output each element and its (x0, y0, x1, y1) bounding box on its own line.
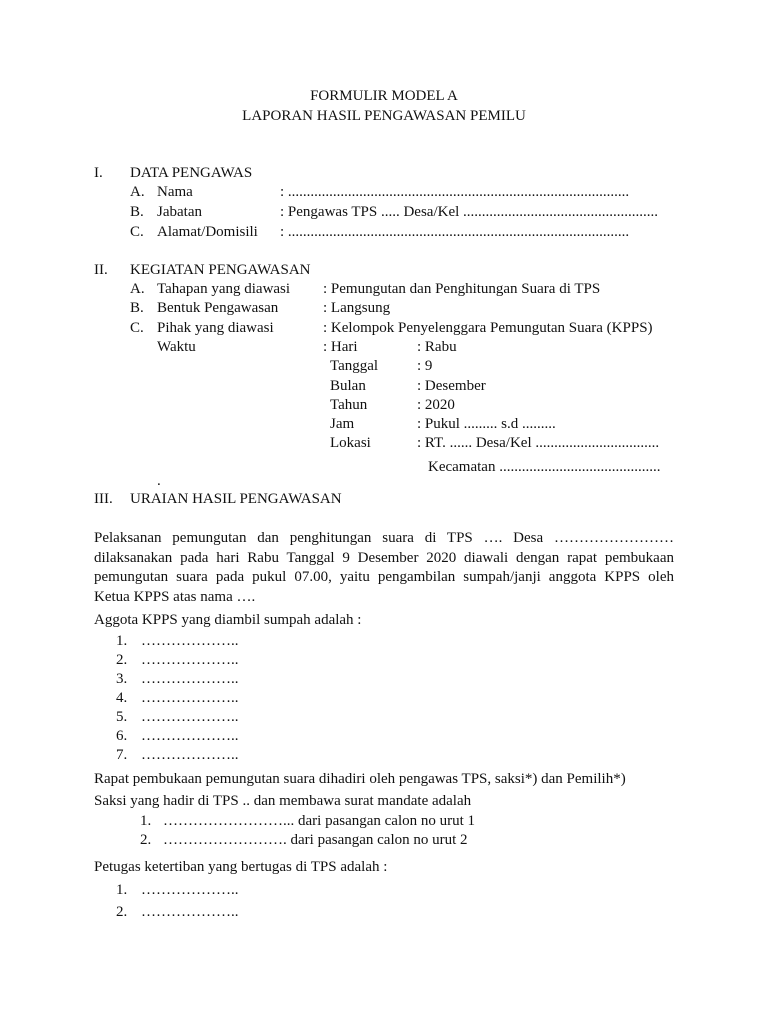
field-label-nama: Nama (157, 184, 193, 200)
waktu-value-bulan: : Desember (417, 378, 486, 394)
petugas-intro: Petugas ketertiban yang bertugas di TPS adalah : (94, 859, 388, 875)
form-subtitle: LAPORAN HASIL PENGAWASAN PEMILU (242, 108, 526, 124)
waktu-value-jam: : Pukul ......... s.d ......... (417, 416, 556, 432)
field-label-pihak: Pihak yang diawasi (157, 320, 274, 336)
field-label-alamat: Alamat/Domisili (157, 224, 258, 240)
field-label-tahapan: Tahapan yang diawasi (157, 281, 291, 297)
list-item: ……………………. dari pasangan calon no urut 2 (163, 832, 468, 848)
list-item: ……………….. (141, 728, 239, 744)
section-1-letter: B. (130, 204, 144, 220)
paragraph-line: Ketua KPPS atas nama …. (94, 588, 256, 605)
list-number: 1. (116, 633, 128, 649)
field-value-nama: : ........................................................................................... (280, 184, 630, 200)
list-number: 5. (116, 709, 128, 725)
field-value-tahapan: : Pemungutan dan Penghitungan Suara di TPS (323, 281, 601, 297)
field-value-alamat: : ........................................................................................... (280, 224, 630, 240)
list-item: ……………….. (141, 904, 239, 920)
section-1-letter: C. (130, 224, 144, 240)
waktu-value-kecamatan: Kecamatan ........................................... (428, 459, 661, 475)
waktu-value-tahun: : 2020 (417, 397, 455, 413)
field-value-bentuk: : Langsung (323, 300, 391, 316)
section-2-letter: A. (130, 281, 145, 297)
list-item: ……………….. (141, 652, 239, 668)
section-2-heading: KEGIATAN PENGAWASAN (130, 262, 311, 278)
field-value-pihak: : Kelompok Penyelenggara Pemungutan Suara (KPPS) (323, 320, 653, 336)
paragraph-line: Pelaksanan pemungutan dan penghitungan suara di TPS …. Desa …………………… (94, 530, 674, 546)
list-item: ……………….. (141, 690, 239, 706)
saksi-intro: Saksi yang hadir di TPS .. dan membawa surat mandate adalah (94, 793, 472, 809)
list-number: 2. (140, 832, 152, 848)
section-3-heading: URAIAN HASIL PENGAWASAN (130, 491, 342, 507)
waktu-label-lokasi: Lokasi (330, 435, 371, 451)
list-number: 1. (116, 882, 128, 898)
field-label-jabatan: Jabatan (157, 204, 202, 220)
section-2-letter: B. (130, 300, 144, 316)
list-number: 2. (116, 652, 128, 668)
field-label-bentuk: Bentuk Pengawasan (157, 300, 279, 316)
waktu-label-bulan: Bulan (330, 378, 366, 394)
paragraph-line: dilaksanakan pada hari Rabu Tanggal 9 Desember 2020 diawali dengan rapat pembukaan (94, 549, 674, 566)
list-item: ……………….. (141, 633, 239, 649)
form-title: FORMULIR MODEL A (310, 88, 458, 104)
list-item: ……………….. (141, 709, 239, 725)
stray-dot: . (157, 473, 161, 489)
field-value-jabatan: : Pengawas TPS ..... Desa/Kel .................................................... (280, 204, 659, 220)
waktu-value-hari: : Rabu (417, 339, 457, 355)
list-number: 7. (116, 747, 128, 763)
waktu-value-tanggal: : 9 (417, 358, 433, 374)
anggota-intro: Aggota KPPS yang diambil sumpah adalah : (94, 612, 362, 628)
list-item: ……………….. (141, 671, 239, 687)
rapat-line: Rapat pembukaan pemungutan suara dihadiri oleh pengawas TPS, saksi*) dan Pemilih*) (94, 771, 626, 787)
waktu-label-jam: Jam (330, 416, 355, 432)
list-number: 6. (116, 728, 128, 744)
list-number: 4. (116, 690, 128, 706)
section-3-numeral: III. (94, 491, 113, 507)
list-number: 3. (116, 671, 128, 687)
waktu-label-tahun: Tahun (330, 397, 368, 413)
list-item: ……………………... dari pasangan calon no urut 1 (163, 813, 476, 829)
field-label-waktu: Waktu (157, 339, 196, 355)
waktu-label-hari: : Hari (323, 339, 358, 355)
paragraph-line: pemungutan suara pada pukul 07.00, yaitu pengambilan sumpah/janji anggota KPPS oleh (94, 569, 674, 585)
list-item: ……………….. (141, 882, 239, 898)
waktu-value-lokasi: : RT. ...... Desa/Kel ................................. (417, 435, 660, 451)
waktu-label-tanggal: Tanggal (330, 358, 379, 374)
list-number: 2. (116, 904, 128, 920)
section-1-letter: A. (130, 184, 145, 200)
section-2-letter: C. (130, 320, 144, 336)
report-paragraph (94, 529, 674, 607)
list-item: ……………….. (141, 747, 239, 763)
section-2-numeral: II. (94, 262, 108, 278)
list-number: 1. (140, 813, 152, 829)
section-1-numeral: I. (94, 165, 103, 181)
section-1-heading: DATA PENGAWAS (130, 165, 253, 181)
